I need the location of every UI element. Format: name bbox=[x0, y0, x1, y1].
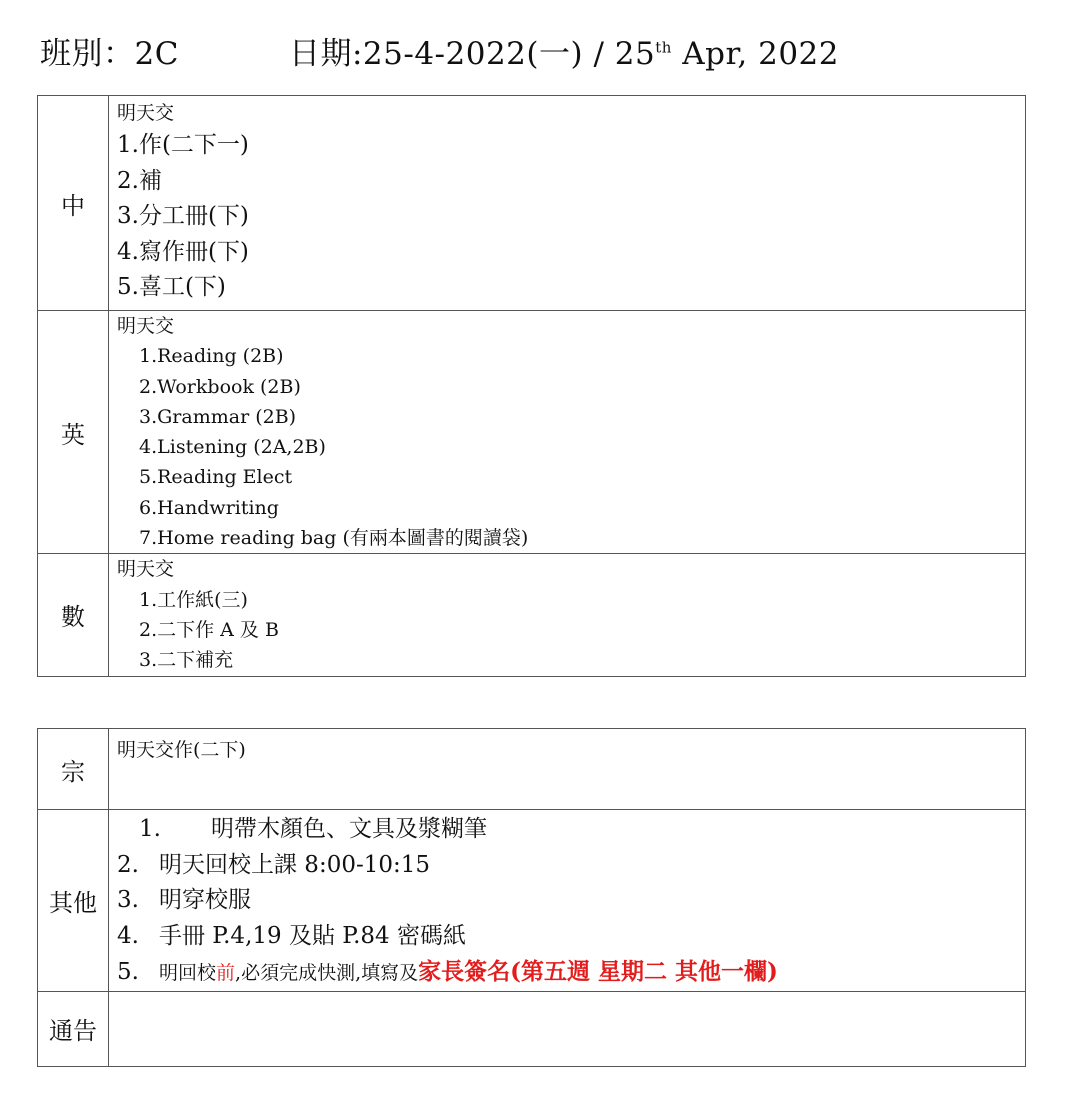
content-others bbox=[109, 810, 1026, 992]
row-english bbox=[38, 311, 1026, 554]
english-item: 4.Listening (2A,2B) bbox=[139, 436, 326, 459]
english-item: 5.Reading Elect bbox=[139, 466, 293, 489]
content-notice bbox=[109, 991, 1026, 1066]
date-superscript: th bbox=[655, 38, 672, 57]
religion-text: 明天交作(二下) bbox=[117, 739, 246, 761]
chinese-item: 4.寫作冊(下) bbox=[117, 238, 249, 265]
others-item-number: 5. bbox=[117, 959, 139, 985]
subject-religion: 宗 bbox=[38, 729, 109, 810]
row-chinese bbox=[38, 96, 1026, 311]
homework-table-main bbox=[37, 95, 1026, 677]
others-item-text: ,必須完成快測,填寫及 bbox=[235, 962, 419, 984]
date-text: 日期:25-4-2022(一) / 25 bbox=[288, 36, 656, 72]
others-item-number: 1. bbox=[139, 816, 161, 842]
others-item-number: 2. bbox=[117, 851, 139, 878]
content-chinese bbox=[109, 96, 1026, 311]
row-math bbox=[38, 554, 1026, 676]
row-others bbox=[38, 810, 1026, 992]
chinese-item: 5.喜工(下) bbox=[117, 274, 226, 301]
others-item-number: 3. bbox=[117, 887, 139, 913]
english-heading: 明天交 bbox=[117, 315, 175, 337]
others-item-4 bbox=[117, 919, 1025, 955]
math-item: 3.二下補充 bbox=[139, 649, 234, 672]
content-math bbox=[109, 554, 1026, 676]
chinese-item: 1.作(二下一) bbox=[117, 132, 249, 159]
math-heading: 明天交 bbox=[117, 558, 175, 581]
chinese-heading: 明天交 bbox=[117, 102, 175, 124]
others-item-number: 4. bbox=[117, 922, 139, 949]
date-label bbox=[289, 36, 839, 72]
others-item-text: 手冊 P.4,19 及貼 P.84 密碼紙 bbox=[159, 922, 466, 949]
english-item: 2.Workbook (2B) bbox=[139, 375, 301, 398]
others-item-2 bbox=[117, 848, 1025, 884]
chinese-item: 2.補 bbox=[117, 167, 162, 194]
subject-chinese: 中 bbox=[38, 96, 109, 311]
others-item-text: 明回校 bbox=[159, 962, 217, 984]
chinese-item: 3.分工冊(下) bbox=[117, 203, 249, 230]
others-item-1 bbox=[117, 812, 1025, 848]
math-item: 1.工作紙(三) bbox=[139, 588, 248, 611]
others-item-text: 明穿校服 bbox=[159, 887, 251, 913]
math-item: 2.二下作 A 及 B bbox=[139, 618, 279, 641]
class-label: 班別：2C bbox=[40, 36, 179, 72]
content-english bbox=[109, 311, 1026, 554]
subject-english: 英 bbox=[38, 311, 109, 554]
parent-signature-note: 家長簽名(第五週 星期二 其他一欄) bbox=[418, 958, 778, 985]
english-item: 3.Grammar (2B) bbox=[139, 405, 297, 428]
subject-notice: 通告 bbox=[38, 991, 109, 1066]
homework-table-other bbox=[37, 728, 1026, 1067]
english-item: 1.Reading (2B) bbox=[139, 345, 284, 368]
row-notice bbox=[38, 991, 1026, 1066]
page-header bbox=[40, 28, 839, 73]
english-item: 6.Handwriting bbox=[139, 496, 279, 519]
subject-math: 數 bbox=[38, 554, 109, 676]
others-item-3 bbox=[117, 883, 1025, 919]
others-item-highlight: 前 bbox=[216, 962, 236, 984]
row-religion bbox=[38, 729, 1026, 810]
date-suffix: Apr, 2022 bbox=[671, 36, 840, 72]
others-item-text: 明天回校上課 8:00-10:15 bbox=[159, 851, 431, 878]
subject-others: 其他 bbox=[38, 810, 109, 992]
english-item: 7.Home reading bag (有兩本圖書的閱讀袋) bbox=[139, 527, 529, 550]
content-religion bbox=[109, 729, 1026, 810]
others-item-text: 明帶木顏色、文具及漿糊筆 bbox=[211, 816, 487, 842]
others-item-5 bbox=[117, 954, 1025, 991]
